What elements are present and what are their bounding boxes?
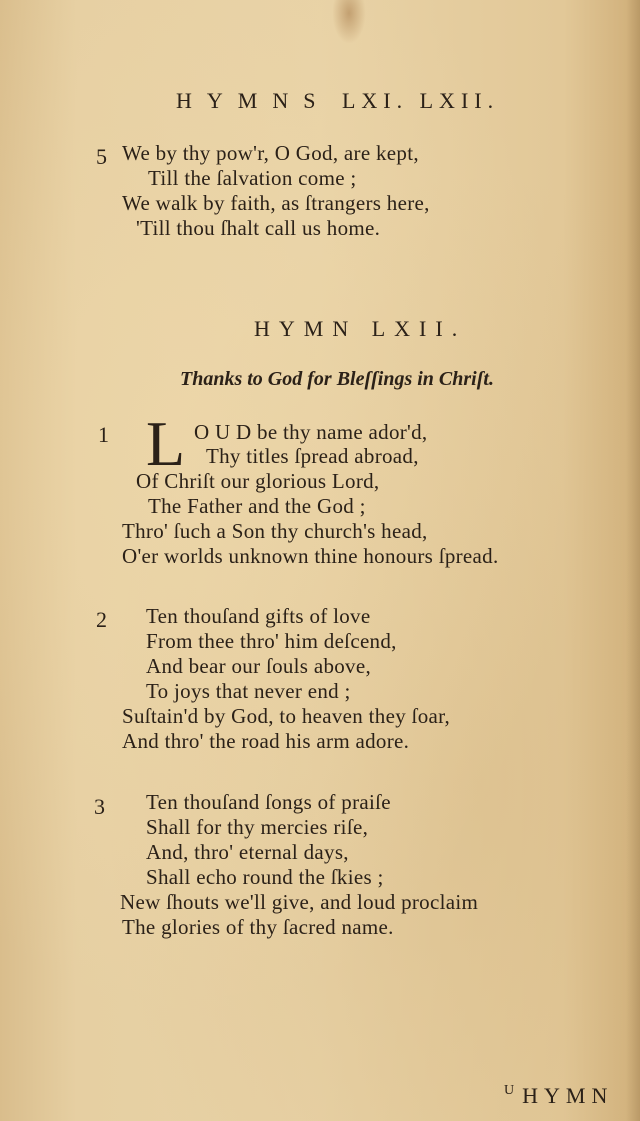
running-title: HYMNS bbox=[176, 88, 331, 113]
catchword bbox=[504, 1083, 613, 1109]
catchword-text: HYMN bbox=[522, 1083, 614, 1108]
verse-line: Shall for thy mercies riſe, bbox=[146, 815, 369, 839]
verse-number: 3 bbox=[94, 794, 105, 819]
verse-line: And bear our ſouls above, bbox=[146, 654, 372, 678]
verse-line: The Father and the God ; bbox=[148, 494, 366, 518]
hymn-title: HYMN LXII. bbox=[254, 316, 467, 341]
verse-line: O U D be thy name ador'd, bbox=[194, 420, 428, 444]
verse-line: Ten thouſand gifts of love bbox=[146, 604, 371, 628]
verse-line: The glories of thy ſacred name. bbox=[122, 915, 394, 939]
page-edge-shadow bbox=[626, 0, 640, 1121]
verse-line: Ten thouſand ſongs of praiſe bbox=[146, 790, 391, 814]
verse-line: We by thy pow'r, O God, are kept, bbox=[122, 141, 419, 165]
verse-line: 'Till thou ſhalt call us home. bbox=[136, 216, 381, 240]
verse-line: From thee thro' him deſcend, bbox=[146, 629, 397, 653]
hymn-numerals: LXI. LXII. bbox=[341, 88, 500, 113]
verse-number: 1 bbox=[98, 422, 109, 447]
verse-line: O'er worlds unknown thine honours ſpread. bbox=[122, 544, 499, 568]
drop-cap: L bbox=[146, 408, 186, 479]
verse-line: Till the ſalvation come ; bbox=[148, 166, 357, 190]
verse-line: Of Chriſt our glorious Lord, bbox=[136, 469, 380, 493]
verse-number: 5 bbox=[96, 144, 107, 169]
paper-stain bbox=[332, 0, 366, 44]
verse-line: To joys that never end ; bbox=[146, 679, 351, 703]
verse-line: We walk by faith, as ſtrangers here, bbox=[122, 191, 430, 215]
verse-line: Thro' ſuch a Son thy church's head, bbox=[122, 519, 428, 543]
verse-line: New ſhouts we'll give, and loud proclaim bbox=[120, 890, 479, 914]
running-header bbox=[176, 88, 499, 114]
verse-line: And thro' the road his arm adore. bbox=[122, 729, 410, 753]
signature-mark: U bbox=[504, 1083, 515, 1098]
verse-line: And, thro' eternal days, bbox=[146, 840, 349, 864]
verse-line: Shall echo round the ſkies ; bbox=[146, 865, 384, 889]
hymn-subtitle: Thanks to God for Bleſſings in Chriſt. bbox=[180, 368, 494, 390]
verse-line: Suſtain'd by God, to heaven they ſoar, bbox=[122, 704, 451, 728]
verse-line: Thy titles ſpread abroad, bbox=[206, 444, 419, 468]
verse-number: 2 bbox=[96, 607, 107, 632]
